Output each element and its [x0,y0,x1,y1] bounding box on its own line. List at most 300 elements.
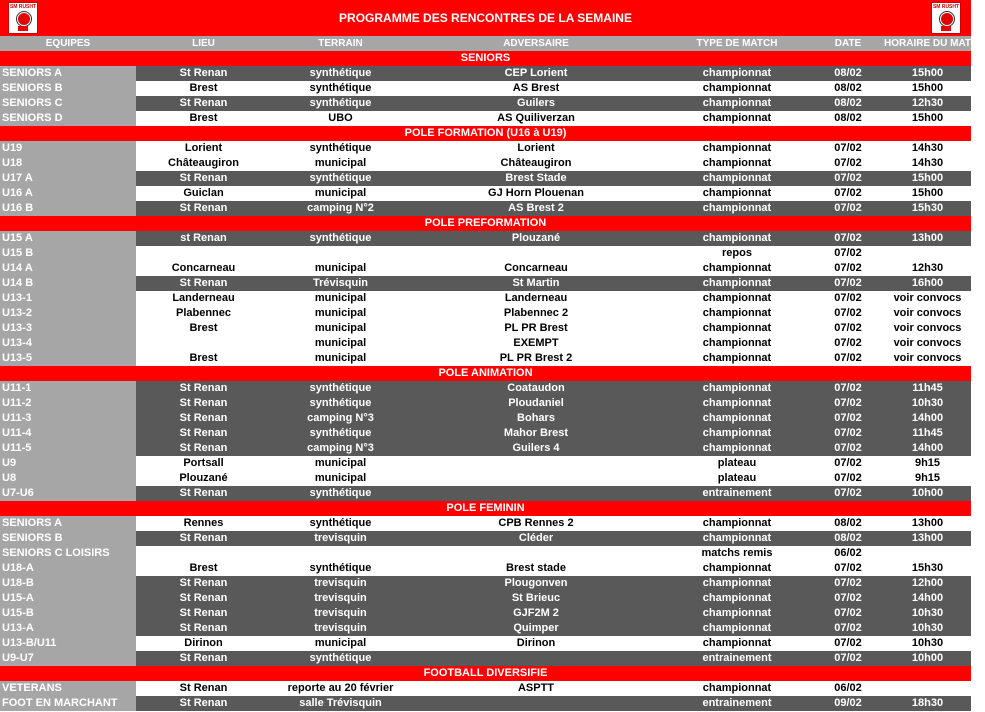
horaire-cell: 15h00 [884,111,971,126]
adversaire-cell: ASPTT [410,681,662,696]
type-cell: championnat [662,321,812,336]
adversaire-cell [410,246,662,261]
type-cell: championnat [662,186,812,201]
date-cell: 07/02 [812,231,884,246]
adversaire-cell: CPB Rennes 2 [410,516,662,531]
horaire-cell: 10h30 [884,621,971,636]
type-cell: championnat [662,396,812,411]
horaire-cell: 10h30 [884,636,971,651]
football-icon [17,12,31,26]
horaire-cell: 13h00 [884,231,971,246]
terrain-cell: synthétique [271,96,410,111]
adversaire-cell: GJ Horn Plouenan [410,186,662,201]
adversaire-cell: Guilers 4 [410,441,662,456]
terrain-cell: municipal [271,456,410,471]
section-header [0,51,971,66]
horaire-cell [884,681,971,696]
table-row [0,411,971,426]
team-cell: U18-A [0,561,136,576]
horaire-cell: 10h00 [884,486,971,501]
team-cell: U13-3 [0,321,136,336]
adversaire-cell: EXEMPT [410,336,662,351]
terrain-cell: reporte au 20 février [271,681,410,696]
table-row [0,606,971,621]
lieu-cell: Plabennec [136,306,271,321]
table-row [0,441,971,456]
col-header-horaire: HORAIRE DU MATCH [884,38,985,49]
horaire-cell: 13h00 [884,531,971,546]
type-cell: championnat [662,141,812,156]
lieu-cell: Plouzané [136,471,271,486]
table-row [0,651,971,666]
table-row [0,456,971,471]
type-cell: championnat [662,156,812,171]
lieu-cell: St Renan [136,96,271,111]
table-row [0,471,971,486]
team-cell: U13-B/U11 [0,636,136,651]
date-cell: 07/02 [812,336,884,351]
table-row [0,621,971,636]
adversaire-cell [410,456,662,471]
date-cell: 07/02 [812,441,884,456]
team-cell: U15 A [0,231,136,246]
date-cell: 07/02 [812,291,884,306]
lieu-cell: Rennes [136,516,271,531]
team-cell: U8 [0,471,136,486]
date-cell: 07/02 [812,591,884,606]
team-cell: U18-B [0,576,136,591]
adversaire-cell [410,696,662,711]
adversaire-cell: Plougonven [410,576,662,591]
lieu-cell: Lorient [136,141,271,156]
type-cell: championnat [662,66,812,81]
terrain-cell: synthétique [271,141,410,156]
horaire-cell [884,246,971,261]
date-cell: 07/02 [812,576,884,591]
table-row [0,261,971,276]
table-row [0,396,971,411]
terrain-cell: trevisquin [271,606,410,621]
schedule-table [0,36,985,711]
horaire-cell: 14h00 [884,591,971,606]
horaire-cell: 12h00 [884,576,971,591]
lieu-cell: St Renan [136,66,271,81]
adversaire-cell: St Brieuc [410,591,662,606]
type-cell: repos [662,246,812,261]
adversaire-cell: Brest Stade [410,171,662,186]
horaire-cell: 18h30 [884,696,971,711]
lieu-cell: St Renan [136,681,271,696]
adversaire-cell: Lorient [410,141,662,156]
lieu-cell: St Renan [136,396,271,411]
adversaire-cell: Quimper [410,621,662,636]
table-row [0,486,971,501]
date-cell: 07/02 [812,621,884,636]
lieu-cell: Concarneau [136,261,271,276]
adversaire-cell [410,651,662,666]
date-cell: 07/02 [812,411,884,426]
horaire-cell: 10h00 [884,651,971,666]
horaire-cell: 9h15 [884,471,971,486]
terrain-cell [271,546,410,561]
lieu-cell: St Renan [136,276,271,291]
terrain-cell: municipal [271,351,410,366]
table-row [0,696,971,711]
team-cell: U14 A [0,261,136,276]
lieu-cell: Brest [136,111,271,126]
team-cell: U15 B [0,246,136,261]
date-cell: 08/02 [812,66,884,81]
date-cell: 07/02 [812,156,884,171]
lieu-cell: St Renan [136,381,271,396]
adversaire-cell: PL PR Brest 2 [410,351,662,366]
lieu-cell [136,246,271,261]
terrain-cell: synthétique [271,381,410,396]
lieu-cell: St Renan [136,171,271,186]
terrain-cell: synthétique [271,81,410,96]
horaire-cell: voir convocs [884,321,971,336]
type-cell: championnat [662,426,812,441]
team-cell: U13-4 [0,336,136,351]
date-cell: 06/02 [812,546,884,561]
table-row [0,291,971,306]
terrain-cell: trevisquin [271,531,410,546]
table-row [0,231,971,246]
horaire-cell: 13h00 [884,516,971,531]
horaire-cell [884,546,971,561]
table-row [0,561,971,576]
lieu-cell: St Renan [136,201,271,216]
logo-text: SM RUSHT [932,4,960,10]
seal-icon [941,26,951,31]
table-row [0,81,971,96]
table-row [0,141,971,156]
date-cell: 07/02 [812,321,884,336]
section-title: FOOTBALL DIVERSIFIE [0,666,971,681]
table-row [0,321,971,336]
date-cell: 07/02 [812,246,884,261]
terrain-cell: camping N°2 [271,201,410,216]
type-cell: championnat [662,96,812,111]
team-cell: SENIORS B [0,531,136,546]
terrain-cell: synthétique [271,231,410,246]
horaire-cell: 14h30 [884,156,971,171]
horaire-cell: voir convocs [884,306,971,321]
team-cell: U17 A [0,171,136,186]
adversaire-cell: St Martin [410,276,662,291]
type-cell: entrainement [662,696,812,711]
adversaire-cell: Concarneau [410,261,662,276]
type-cell: matchs remis [662,546,812,561]
date-cell: 07/02 [812,606,884,621]
adversaire-cell: Ploudaniel [410,396,662,411]
col-header-terrain: TERRAIN [271,36,410,51]
type-cell: championnat [662,516,812,531]
team-cell: U11-1 [0,381,136,396]
lieu-cell: st Renan [136,231,271,246]
date-cell: 08/02 [812,111,884,126]
section-header [0,501,971,516]
table-row [0,246,971,261]
date-cell: 06/02 [812,681,884,696]
football-icon [940,12,954,26]
table-row [0,201,971,216]
table-row [0,576,971,591]
type-cell: championnat [662,351,812,366]
lieu-cell: Brest [136,81,271,96]
adversaire-cell: Bohars [410,411,662,426]
team-cell: U13-5 [0,351,136,366]
adversaire-cell [410,471,662,486]
date-cell: 07/02 [812,171,884,186]
team-cell: U13-2 [0,306,136,321]
page-title: PROGRAMME DES RENCONTRES DE LA SEMAINE [339,11,632,25]
type-cell: championnat [662,381,812,396]
horaire-cell: 9h15 [884,456,971,471]
type-cell: championnat [662,561,812,576]
terrain-cell: trevisquin [271,621,410,636]
team-cell: U13-1 [0,291,136,306]
team-cell: U11-2 [0,396,136,411]
adversaire-cell: Guilers [410,96,662,111]
lieu-cell: Brest [136,321,271,336]
date-cell: 07/02 [812,261,884,276]
table-row [0,516,971,531]
horaire-cell: voir convocs [884,291,971,306]
type-cell: entrainement [662,651,812,666]
type-cell: championnat [662,681,812,696]
table-row [0,351,971,366]
type-cell: championnat [662,411,812,426]
date-cell: 07/02 [812,201,884,216]
table-row [0,426,971,441]
terrain-cell: synthétique [271,426,410,441]
lieu-cell: St Renan [136,651,271,666]
horaire-cell: 10h30 [884,396,971,411]
team-cell: U16 B [0,201,136,216]
horaire-cell: 15h00 [884,66,971,81]
team-cell: U11-3 [0,411,136,426]
terrain-cell: synthétique [271,561,410,576]
adversaire-cell: Plouzané [410,231,662,246]
lieu-cell: St Renan [136,531,271,546]
type-cell: championnat [662,606,812,621]
seal-icon [18,26,28,31]
team-cell: SENIORS C [0,96,136,111]
horaire-cell: 15h30 [884,201,971,216]
team-cell: SENIORS A [0,516,136,531]
terrain-cell [271,246,410,261]
adversaire-cell: Landerneau [410,291,662,306]
horaire-cell: 15h00 [884,171,971,186]
section-header [0,366,971,381]
horaire-cell: 15h00 [884,81,971,96]
type-cell: championnat [662,231,812,246]
horaire-cell: 16h00 [884,276,971,291]
schedule-body [0,51,971,711]
type-cell: championnat [662,291,812,306]
terrain-cell: municipal [271,291,410,306]
terrain-cell: municipal [271,186,410,201]
terrain-cell: municipal [271,471,410,486]
lieu-cell: St Renan [136,426,271,441]
terrain-cell: camping N°3 [271,411,410,426]
col-header-date: DATE [812,36,884,51]
date-cell: 08/02 [812,81,884,96]
lieu-cell [136,336,271,351]
date-cell: 07/02 [812,186,884,201]
adversaire-cell: AS Brest 2 [410,201,662,216]
lieu-cell: Landerneau [136,291,271,306]
team-cell: SENIORS B [0,81,136,96]
terrain-cell: municipal [271,261,410,276]
date-cell: 07/02 [812,351,884,366]
lieu-cell: St Renan [136,576,271,591]
adversaire-cell: Plabennec 2 [410,306,662,321]
terrain-cell: synthétique [271,651,410,666]
table-row [0,336,971,351]
table-row [0,306,971,321]
adversaire-cell: Brest stade [410,561,662,576]
terrain-cell: synthétique [271,171,410,186]
terrain-cell: municipal [271,321,410,336]
type-cell: championnat [662,81,812,96]
horaire-cell: 12h30 [884,96,971,111]
terrain-cell: synthétique [271,516,410,531]
type-cell: plateau [662,456,812,471]
col-header-adversaire: ADVERSAIRE [410,36,662,51]
team-cell: U9-U7 [0,651,136,666]
col-header-type: TYPE DE MATCH [662,36,812,51]
adversaire-cell: CEP Lorient [410,66,662,81]
terrain-cell: municipal [271,336,410,351]
type-cell: championnat [662,111,812,126]
date-cell: 07/02 [812,381,884,396]
horaire-cell: 11h45 [884,381,971,396]
date-cell: 09/02 [812,696,884,711]
horaire-cell: 12h30 [884,261,971,276]
table-row [0,591,971,606]
table-row [0,636,971,651]
adversaire-cell: Dirinon [410,636,662,651]
horaire-cell: 14h00 [884,441,971,456]
lieu-cell: St Renan [136,606,271,621]
logo-text: SM RUSHT [9,4,37,10]
team-cell: FOOT EN MARCHANT [0,696,136,711]
type-cell: championnat [662,336,812,351]
adversaire-cell [410,486,662,501]
table-row [0,96,971,111]
horaire-cell: 15h30 [884,561,971,576]
terrain-cell: trevisquin [271,576,410,591]
team-cell: SENIORS C LOISIRS [0,546,136,561]
club-logo-right [931,2,961,34]
date-cell: 07/02 [812,276,884,291]
adversaire-cell: PL PR Brest [410,321,662,336]
terrain-cell: synthétique [271,486,410,501]
col-header-equipes: EQUIPES [0,36,136,51]
type-cell: championnat [662,576,812,591]
terrain-cell: UBO [271,111,410,126]
team-cell: U13-A [0,621,136,636]
col-header-lieu: LIEU [136,36,271,51]
date-cell: 07/02 [812,636,884,651]
lieu-cell [136,546,271,561]
lieu-cell: St Renan [136,411,271,426]
table-row [0,276,971,291]
lieu-cell: Dirinon [136,636,271,651]
lieu-cell: Guiclan [136,186,271,201]
date-cell: 07/02 [812,426,884,441]
adversaire-cell [410,546,662,561]
section-header [0,216,971,231]
team-cell: U11-5 [0,441,136,456]
date-cell: 08/02 [812,516,884,531]
column-header-row [0,36,971,51]
lieu-cell: St Renan [136,591,271,606]
horaire-cell: voir convocs [884,336,971,351]
type-cell: championnat [662,591,812,606]
type-cell: championnat [662,276,812,291]
horaire-cell: voir convocs [884,351,971,366]
team-cell: U18 [0,156,136,171]
type-cell: championnat [662,201,812,216]
date-cell: 08/02 [812,531,884,546]
section-title: POLE ANIMATION [0,366,971,381]
lieu-cell: St Renan [136,441,271,456]
table-row [0,681,971,696]
type-cell: championnat [662,531,812,546]
terrain-cell: municipal [271,156,410,171]
type-cell: championnat [662,441,812,456]
section-header [0,126,971,141]
adversaire-cell: Cléder [410,531,662,546]
team-cell: U15-A [0,591,136,606]
team-cell: U15-B [0,606,136,621]
lieu-cell: Brest [136,561,271,576]
team-cell: SENIORS A [0,66,136,81]
adversaire-cell: Châteaugiron [410,156,662,171]
date-cell: 07/02 [812,456,884,471]
adversaire-cell: Mahor Brest [410,426,662,441]
date-cell: 07/02 [812,396,884,411]
table-row [0,546,971,561]
date-cell: 07/02 [812,306,884,321]
date-cell: 07/02 [812,141,884,156]
terrain-cell: municipal [271,306,410,321]
type-cell: plateau [662,471,812,486]
team-cell: U14 B [0,276,136,291]
date-cell: 07/02 [812,561,884,576]
lieu-cell: Châteaugiron [136,156,271,171]
lieu-cell: St Renan [136,486,271,501]
type-cell: entrainement [662,486,812,501]
section-title: SENIORS [0,51,971,66]
table-row [0,171,971,186]
lieu-cell: Brest [136,351,271,366]
type-cell: championnat [662,621,812,636]
team-cell: U9 [0,456,136,471]
horaire-cell: 11h45 [884,426,971,441]
terrain-cell: synthétique [271,66,410,81]
terrain-cell: municipal [271,636,410,651]
horaire-cell: 14h00 [884,411,971,426]
terrain-cell: trevisquin [271,591,410,606]
terrain-cell: salle Trévisquin [271,696,410,711]
date-cell: 07/02 [812,471,884,486]
table-row [0,111,971,126]
horaire-cell: 14h30 [884,141,971,156]
